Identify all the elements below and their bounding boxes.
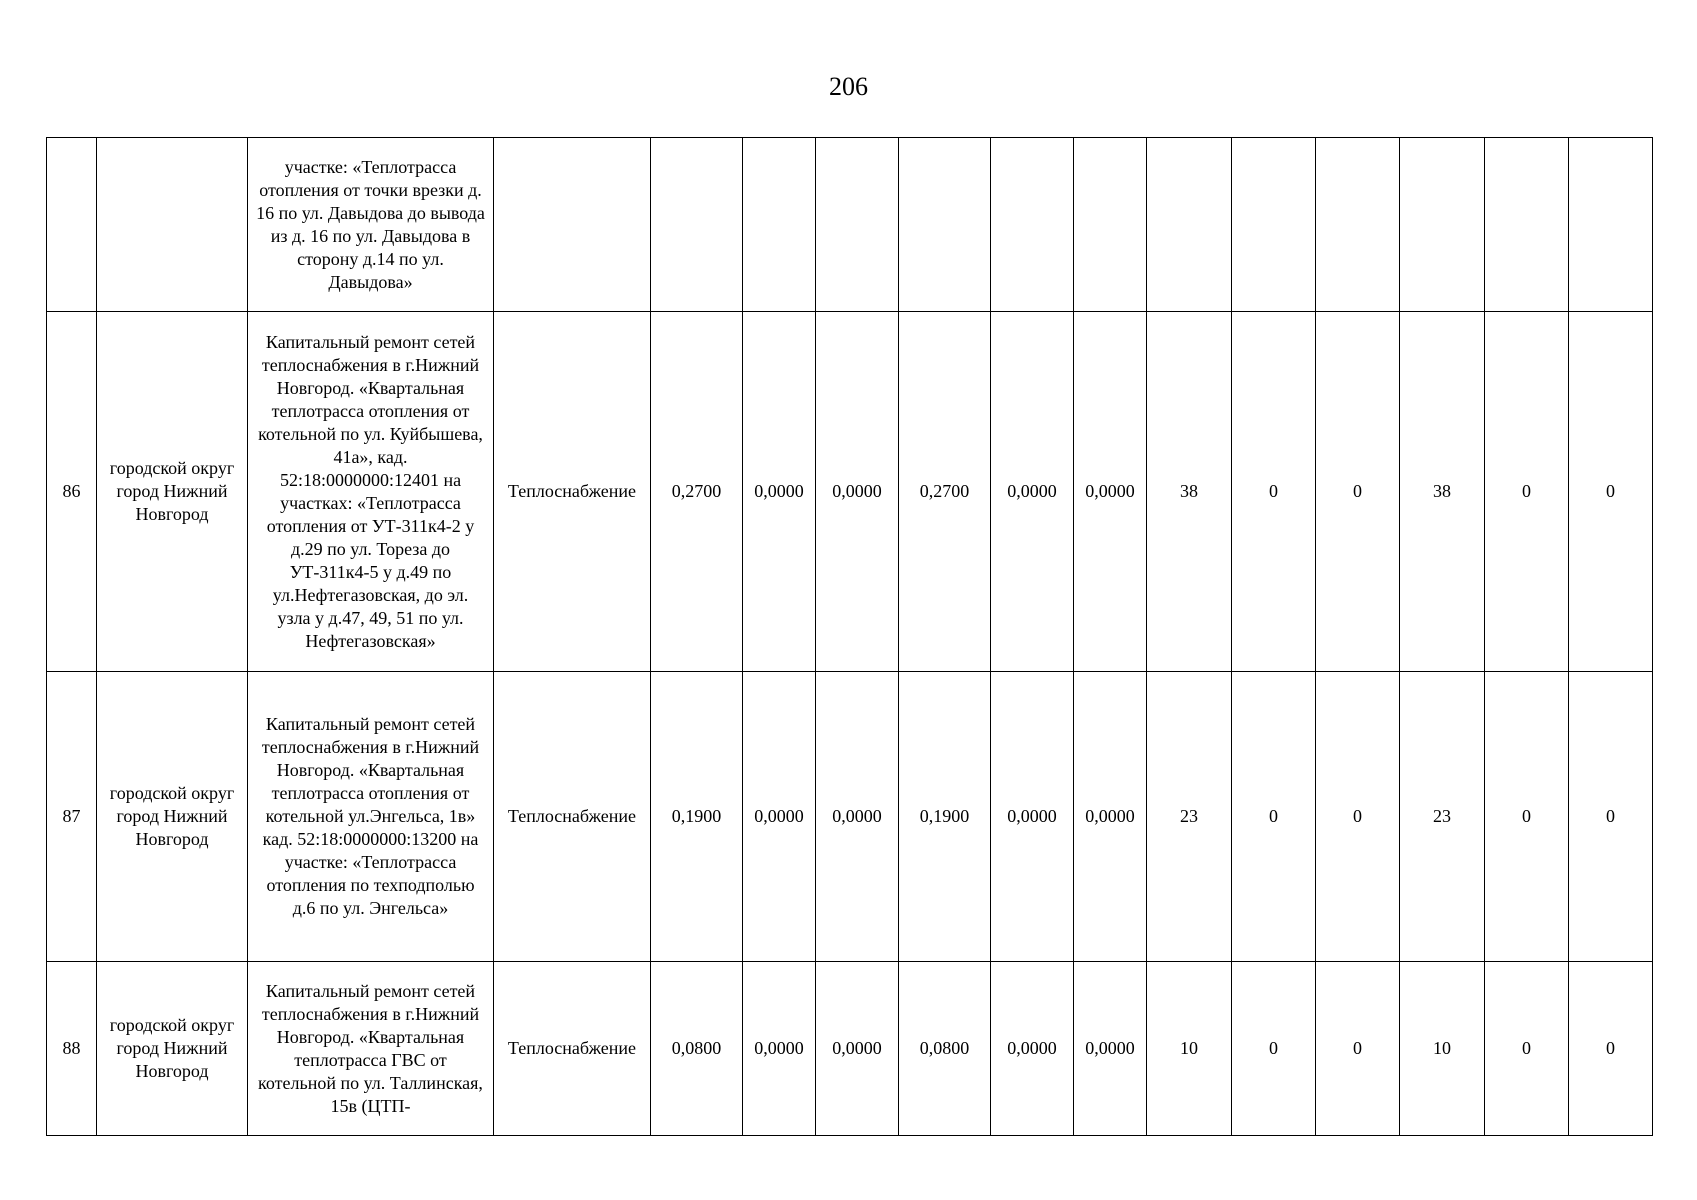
cell-v8: 0 [1232,672,1316,962]
cell-v5: 0,0000 [991,672,1074,962]
cell-v4: 0,2700 [899,312,991,672]
projects-table [46,137,1653,1136]
cell-v6 [1074,138,1147,312]
cell-v5: 0,0000 [991,962,1074,1136]
cell-v3: 0,0000 [816,962,899,1136]
table-row [47,962,1653,1136]
cell-v8: 0 [1232,962,1316,1136]
cell-v9: 0 [1316,962,1400,1136]
cell-municipality: городской округ город Нижний Новгород [97,672,248,962]
cell-v6: 0,0000 [1074,312,1147,672]
cell-v4: 0,1900 [899,672,991,962]
cell-v8 [1232,138,1316,312]
cell-v1: 0,1900 [651,672,743,962]
cell-type: Теплоснабжение [494,672,651,962]
cell-v11 [1485,138,1569,312]
cell-v2 [743,138,816,312]
cell-description: Капитальный ремонт сетей теплоснабжения в г.Нижний Новгород. «Квартальная теплотрасса отопления от котельной по ул. Куйбышева, 41а», кад. 52:18:0000000:12401 на участках: «Теплотрасса отопления от УТ-311к4-2 у д.29 по ул. Тореза до УТ-311к4-5 у д.49 по ул.Нефтегазовская, до эл. узла у д.47, 49, 51 по ул. Нефтегазовская» [248,312,494,672]
cell-v5: 0,0000 [991,312,1074,672]
cell-v12: 0 [1569,312,1653,672]
cell-type [494,138,651,312]
cell-num: 86 [47,312,97,672]
cell-type: Теплоснабжение [494,312,651,672]
cell-v3: 0,0000 [816,312,899,672]
cell-v3 [816,138,899,312]
cell-municipality: городской округ город Нижний Новгород [97,962,248,1136]
cell-v12 [1569,138,1653,312]
cell-v10: 10 [1400,962,1485,1136]
cell-v2: 0,0000 [743,672,816,962]
cell-v10: 23 [1400,672,1485,962]
cell-municipality: городской округ город Нижний Новгород [97,312,248,672]
cell-v7: 38 [1147,312,1232,672]
cell-v3: 0,0000 [816,672,899,962]
cell-v1 [651,138,743,312]
table-row-continuation [47,138,1653,312]
cell-v7 [1147,138,1232,312]
cell-type: Теплоснабжение [494,962,651,1136]
cell-v7: 23 [1147,672,1232,962]
cell-v9: 0 [1316,312,1400,672]
cell-v11: 0 [1485,672,1569,962]
cell-v4: 0,0800 [899,962,991,1136]
cell-v11: 0 [1485,312,1569,672]
cell-v12: 0 [1569,672,1653,962]
cell-v8: 0 [1232,312,1316,672]
cell-v10 [1400,138,1485,312]
cell-v6: 0,0000 [1074,672,1147,962]
cell-v9 [1316,138,1400,312]
cell-municipality [97,138,248,312]
cell-v1: 0,2700 [651,312,743,672]
cell-v2: 0,0000 [743,962,816,1136]
cell-v4 [899,138,991,312]
cell-v2: 0,0000 [743,312,816,672]
cell-description: Капитальный ремонт сетей теплоснабжения в г.Нижний Новгород. «Квартальная теплотрасса отопления от котельной ул.Энгельса, 1в» кад. 52:18:0000000:13200 на участке: «Теплотрасса отопления по техподполью д.6 по ул. Энгельса» [248,672,494,962]
cell-num: 87 [47,672,97,962]
cell-v6: 0,0000 [1074,962,1147,1136]
cell-num [47,138,97,312]
cell-v5 [991,138,1074,312]
cell-v9: 0 [1316,672,1400,962]
cell-v12: 0 [1569,962,1653,1136]
page-number: 206 [829,72,868,101]
table-row [47,672,1653,962]
table-row [47,312,1653,672]
cell-v1: 0,0800 [651,962,743,1136]
cell-v7: 10 [1147,962,1232,1136]
cell-description: участке: «Теплотрасса отопления от точки врезки д. 16 по ул. Давыдова до вывода из д. 16 по ул. Давыдова в сторону д.14 по ул. Давыдова» [248,138,494,312]
cell-num: 88 [47,962,97,1136]
cell-description: Капитальный ремонт сетей теплоснабжения в г.Нижний Новгород. «Квартальная теплотрасса ГВС от котельной по ул. Таллинская, 15в (ЦТП- [248,962,494,1136]
cell-v10: 38 [1400,312,1485,672]
cell-v11: 0 [1485,962,1569,1136]
